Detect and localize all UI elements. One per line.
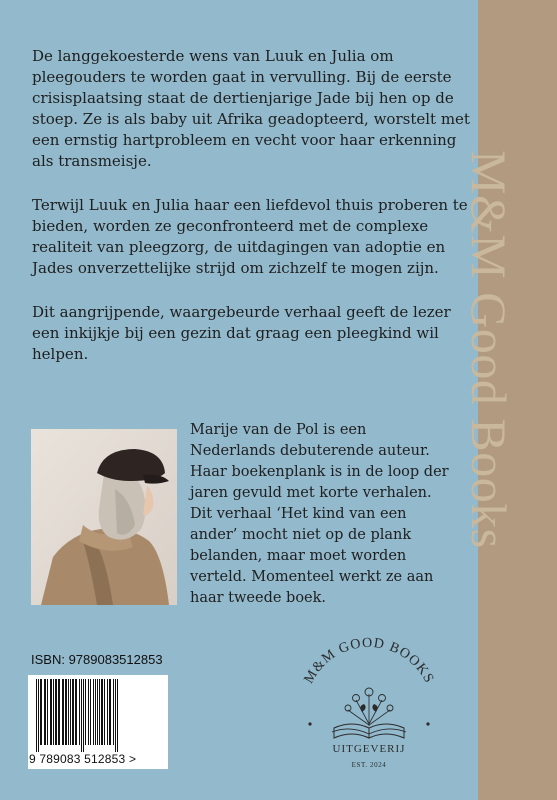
blurb-paragraph: De langgekoesterde wens van Luuk en Julia om pleegouders te worden gaat in vervulling. Bij de eerste crisisplaatsing staat de dertienjarige Jade bij hen op de stoep. Ze is als baby uit Afrika geadopteerd, worstelt met een ernstig hartprobleem en vecht voor haar erkenning als transmeisje. — [32, 47, 470, 170]
barcode-bar — [85, 679, 86, 745]
barcode-bar — [113, 679, 114, 745]
barcode-bar — [88, 679, 89, 745]
spine-title: M&M Good Books — [461, 150, 517, 549]
barcode-bar — [107, 679, 108, 745]
barcode-bar — [40, 679, 42, 745]
barcode-bar — [72, 679, 74, 745]
author-photo — [31, 429, 177, 605]
barcode-bar — [70, 679, 71, 745]
barcode-bar — [93, 679, 94, 745]
barcode-bar — [75, 679, 77, 745]
barcode-bar — [81, 679, 82, 753]
barcode-bar — [97, 679, 98, 745]
barcode-bar — [83, 679, 84, 753]
publisher-subtitle: UITGEVERIJ — [332, 743, 406, 755]
svg-text:M&M GOOD BOOKS — [302, 636, 437, 686]
barcode-digits-text: 9 789083 512853 > — [29, 752, 137, 766]
publisher-name: M&M GOOD BOOKS — [301, 635, 437, 687]
barcode-digits — [28, 752, 168, 766]
blurb-paragraph: Dit aangrijpende, waargebeurde verhaal geeft de lezer een inkijkje bij een gezin dat graag een pleegkind wil helpen. — [32, 303, 451, 363]
barcode-bar — [47, 679, 48, 745]
blurb — [32, 46, 472, 388]
barcode-bar — [90, 679, 91, 745]
author-photo-illustration — [31, 429, 177, 605]
publisher-established: EST. 2024 — [351, 761, 387, 769]
publisher-logo-emblem — [288, 628, 450, 778]
isbn-label: ISBN: 9789083512853 — [31, 652, 163, 667]
barcode-bar — [58, 679, 60, 745]
barcode-bar — [55, 679, 57, 745]
barcode-bar — [53, 679, 54, 745]
barcode-bar — [38, 679, 39, 753]
barcode-bar — [101, 679, 103, 745]
barcode-bar — [104, 679, 105, 745]
barcode-bar — [44, 679, 46, 745]
blurb-paragraph: Terwijl Luuk en Julia haar een liefdevol thuis proberen te bieden, worden ze geconfronteerd met de complexe realiteit van pleegzorg, de uitdagingen van adoptie en Jades onverzettelijke strijd om zichzelf te mogen zijn. — [32, 196, 468, 277]
barcode-bar — [95, 679, 96, 745]
barcode-bars — [28, 675, 168, 753]
barcode-bar — [36, 679, 37, 753]
barcode-bar — [115, 679, 116, 753]
barcode-bar — [117, 679, 118, 753]
barcode-bar — [50, 679, 52, 745]
barcode-bar — [109, 679, 111, 745]
author-bio: Marije van de Pol is een Nederlands debuterende auteur. Haar boekenplank is in de loop der jaren gevuld met korte verhalen. Dit verhaal ‘Het kind van een ander’ mocht niet op de plank belanden, maar moet worden verteld. Momenteel werkt ze aan haar tweede boek. — [190, 422, 449, 606]
barcode-bar — [99, 679, 100, 745]
barcode-bar — [79, 679, 80, 745]
publisher-logo — [288, 628, 450, 778]
barcode-bar — [68, 679, 69, 745]
barcode-bar — [65, 679, 67, 745]
barcode-bar — [62, 679, 64, 745]
